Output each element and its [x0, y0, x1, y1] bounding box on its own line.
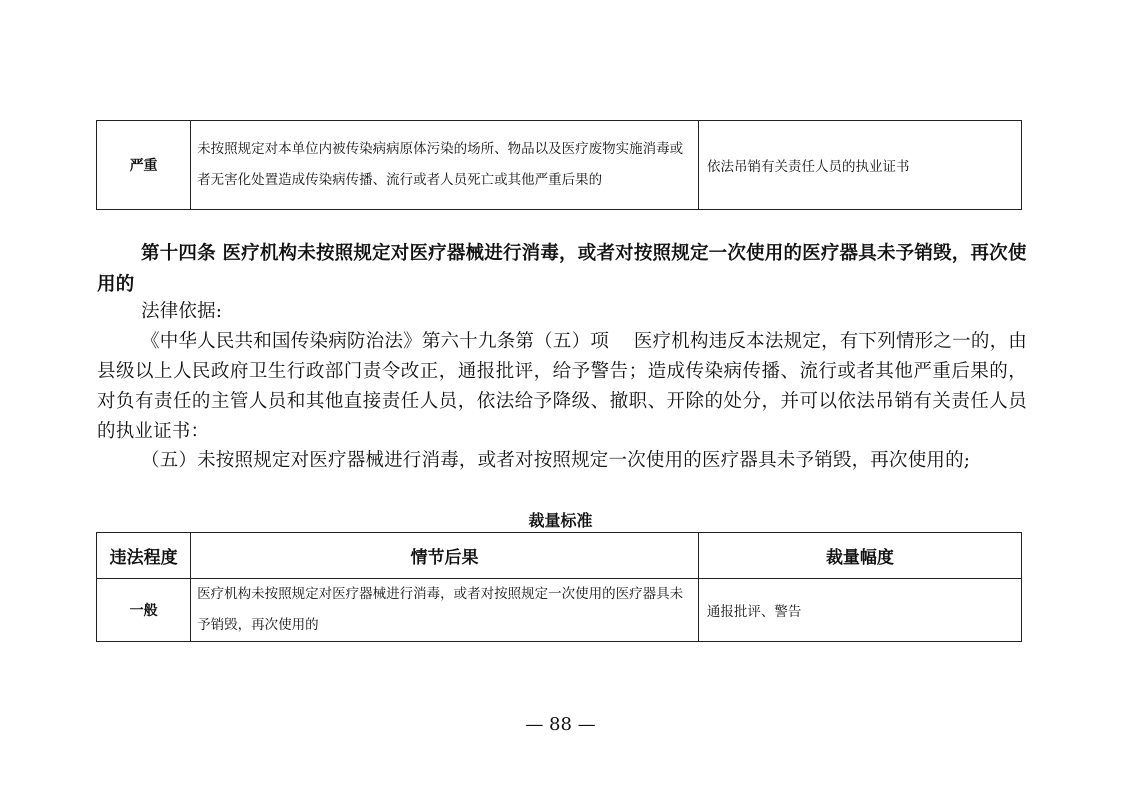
table-row [97, 121, 1022, 210]
header-severity: 违法程度 [97, 533, 191, 579]
header-circumstance: 情节后果 [191, 533, 699, 579]
page-number: — 88 — [525, 714, 596, 735]
discretion-standard-table [96, 532, 1022, 642]
law-paragraph: 《中华人民共和国传染病防治法》第六十九条第（五）项 医疗机构违反本法规定，有下列情形之一的，由县级以上人民政府卫生行政部门责令改正，通报批评，给予警告；造成传染病传播、流行或者其他严重后果的，对负有责任的主管人员和其他直接责任人员，依法给予降级、撤职、开除的处分，并可以依法吊销有关责任人员的执业证书： [97, 331, 1027, 442]
header-penalty: 裁量幅度 [698, 533, 1021, 579]
article-title: 第十四条 医疗机构未按照规定对医疗器械进行消毒，或者对按照规定一次使用的医疗器具未予销毁，再次使用的 [97, 243, 1027, 295]
penalty-cell: 通报批评、警告 [698, 579, 1021, 642]
penalty-cell: 依法吊销有关责任人员的执业证书 [699, 121, 1022, 210]
continued-discretion-table [96, 120, 1022, 210]
circumstance-cell: 未按照规定对本单位内被传染病病原体污染的场所、物品以及医疗废物实施消毒或者无害化处置造成传染病传播、流行或者人员死亡或其他严重后果的 [191, 121, 699, 210]
circumstance-cell: 医疗机构未按照规定对医疗器械进行消毒，或者对按照规定一次使用的医疗器具未予销毁，再次使用的 [191, 579, 699, 642]
severity-cell: 严重 [97, 121, 191, 210]
law-item-paragraph: （五）未按照规定对医疗器械进行消毒，或者对按照规定一次使用的医疗器具未予销毁，再次使用的; [141, 450, 971, 471]
table-row [97, 579, 1022, 642]
legal-basis-label: 法律依据: [141, 301, 223, 322]
table-header-row [97, 533, 1022, 579]
severity-cell: 一般 [97, 579, 191, 642]
standard-table-title: 裁量标准 [528, 511, 593, 530]
